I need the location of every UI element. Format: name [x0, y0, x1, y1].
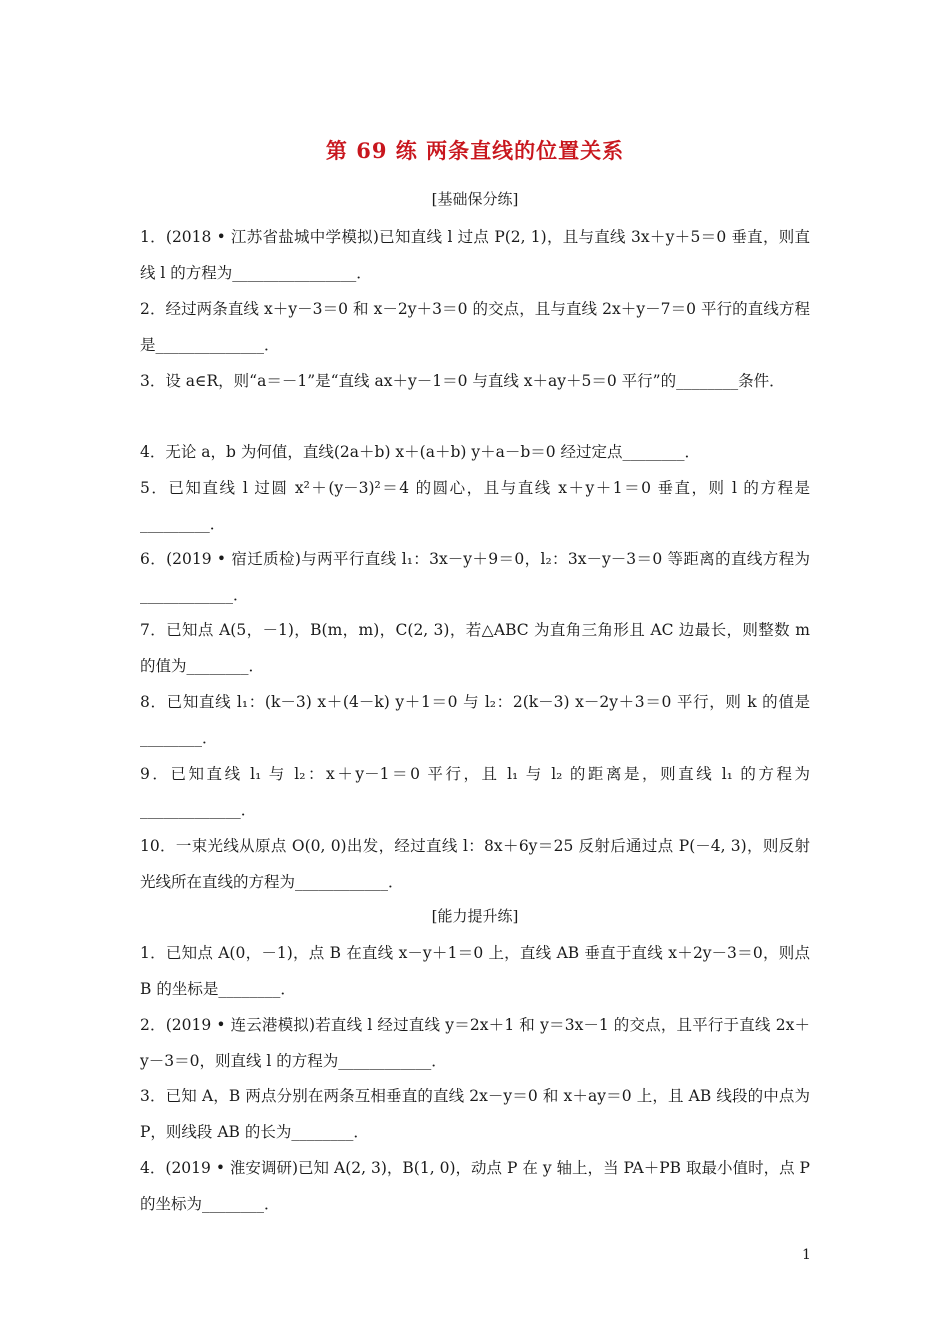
page-number: 1 — [802, 1247, 811, 1263]
basic-problem-6: 6．(2019 • 宿迁质检)与两平行直线 l₁：3x－y＋9＝0，l₂：3x－y－3＝0 等距离的直线方程为____________． — [140, 550, 810, 604]
basic-problem-4: 4．无论 a，b 为何值，直线(2a＋b) x＋(a＋b) y＋a－b＝0 经过定点________． — [140, 443, 701, 461]
basic-problem-2: 2．经过两条直线 x＋y－3＝0 和 x－2y＋3＝0 的交点，且与直线 2x＋y－7＝0 平行的直线方程是______________． — [140, 300, 810, 354]
advanced-problem-4: 4．(2019 • 淮安调研)已知 A(2, 3)，B(1, 0)，动点 P 在 y 轴上，当 PA＋PB 取最小值时，点 P 的坐标为________． — [140, 1159, 810, 1213]
basic-problem-5: 5．已知直线 l 过圆 x²＋(y－3)²＝4 的圆心，且与直线 x＋y＋1＝0 垂直，则 l 的方程是_________． — [140, 479, 810, 533]
advanced-problem-3: 3．已知 A，B 两点分别在两条互相垂直的直线 2x－y＝0 和 x＋ay＝0 上，且 AB 线段的中点为 P，则线段 AB 的长为________． — [140, 1087, 810, 1141]
section-heading-basic: [基础保分练] — [431, 190, 519, 208]
advanced-problem-2: 2．(2019 • 连云港模拟)若直线 l 经过直线 y＝2x＋1 和 y＝3x－1 的交点，且平行于直线 2x＋y－3＝0，则直线 l 的方程为____________． — [140, 1016, 810, 1070]
basic-problem-7: 7．已知点 A(5，－1)，B(m，m)，C(2, 3)，若△ABC 为直角三角形且 AC 边最长，则整数 m 的值为________． — [140, 621, 810, 675]
basic-problem-3: 3．设 a∈R，则“a＝－1”是“直线 ax＋y－1＝0 与直线 x＋ay＋5＝0 平行”的________条件． — [140, 372, 785, 390]
section-heading-advanced: [能力提升练] — [431, 907, 519, 925]
basic-problem-8: 8．已知直线 l₁：(k－3) x＋(4－k) y＋1＝0 与 l₂：2(k－3) x－2y＋3＝0 平行，则 k 的值是________． — [140, 693, 810, 747]
advanced-problem-1: 1．已知点 A(0，－1)，点 B 在直线 x－y＋1＝0 上，直线 AB 垂直于直线 x＋2y－3＝0，则点 B 的坐标是________． — [140, 944, 810, 998]
basic-problem-9: 9．已知直线 l₁ 与 l₂：x＋y－1＝0 平行，且 l₁ 与 l₂ 的距离是，则直线 l₁ 的方程为_____________． — [140, 765, 810, 819]
basic-problem-1: 1．(2018 • 江苏省盐城中学模拟)已知直线 l 过点 P(2, 1)，且与直线 3x＋y＋5＝0 垂直，则直线 l 的方程为________________． — [140, 228, 810, 282]
basic-problem-10: 10．一束光线从原点 O(0, 0)出发，经过直线 l：8x＋6y＝25 反射后通过点 P(－4, 3)，则反射光线所在直线的方程为____________． — [140, 837, 810, 891]
page-title: 第 69 练 两条直线的位置关系 — [325, 138, 625, 163]
